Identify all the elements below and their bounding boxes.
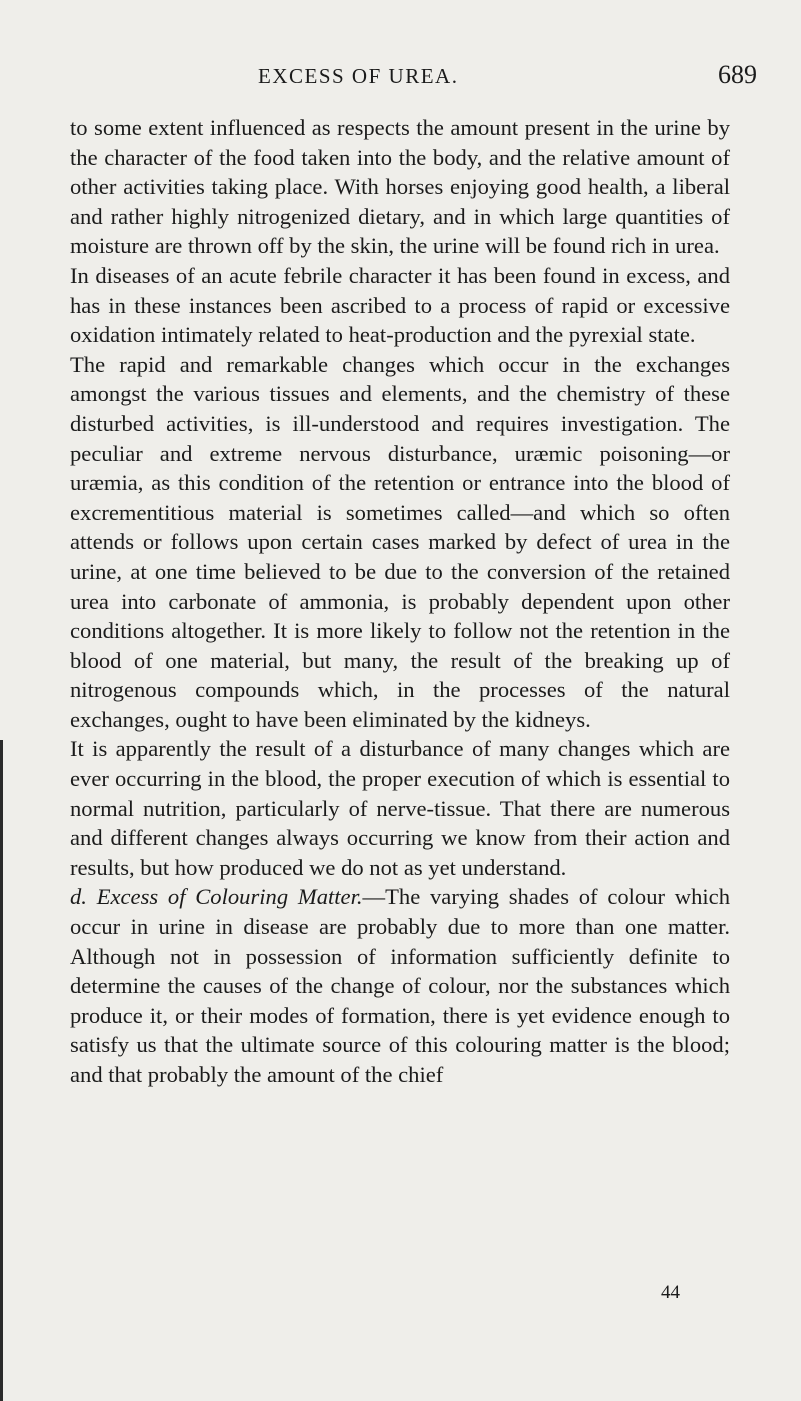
paragraph-disturbance: It is apparently the result of a disturbance of many changes which are ever occurring in the blood, the proper execution of which is essential to normal nutrition, particularly of nerve-tissue. That there are numerous and different changes always occurring we know from their action and results, but how produced we do not as yet understand. xyxy=(70,736,730,880)
paragraph-febrile-diseases: In diseases of an acute febrile character it has been found in excess, and has in these instances been ascribed to a process of rapid or excessive oxidation intimately related to heat-production and the pyrexial state. xyxy=(70,262,730,348)
section-text-colouring-matter: —The varying shades of colour which occur in urine in disease are probably due to more than one matter. Although not in possession of information sufficiently definite to determine the causes of the change of colour, nor the substances which produce it, or their modes of formation, there is yet evidence enough to satisfy us that the ultimate source of this colouring matter is the blood; and that probably the amount of the chief xyxy=(70,884,730,1087)
signature-mark: 44 xyxy=(661,1282,680,1303)
body-text xyxy=(70,113,730,1090)
paragraph-urea-diet: to some extent influenced as respects the amount present in the urine by the character of the food taken into the body, and the relative amount of other activities taking place. With horses enjoying good health, a liberal and rather highly nitrogenized dietary, and in which large quantities of moisture are thrown off by the skin, the urine will be found rich in urea. xyxy=(70,115,730,259)
left-edge-shadow xyxy=(0,740,3,1401)
page-number: 689 xyxy=(718,60,757,89)
running-head xyxy=(0,60,801,94)
section-heading-colouring-matter: d. Excess of Colouring Matter. xyxy=(70,884,363,910)
paragraph-uraemia: The rapid and remarkable changes which occur in the exchanges amongst the various tissues and elements, and the chemistry of these disturbed activities, is ill-understood and requires investigation. The peculiar and extreme nervous disturbance, uræmic poisoning—or uræmia, as this condition of the retention or entrance into the blood of excrementitious material is sometimes called—and which so often attends or follows upon certain cases marked by defect of urea in the urine, at one time believed to be due to the conversion of the retained urea into carbonate of ammonia, is probably dependent upon other conditions altogether. It is more likely to follow not the retention in the blood of one material, but many, the result of the breaking up of nitrogenous compounds which, in the processes of the natural exchanges, ought to have been eliminated by the kidneys. xyxy=(70,351,730,732)
running-title: EXCESS OF UREA. xyxy=(258,64,459,88)
paragraph-colouring-matter xyxy=(70,882,730,1089)
